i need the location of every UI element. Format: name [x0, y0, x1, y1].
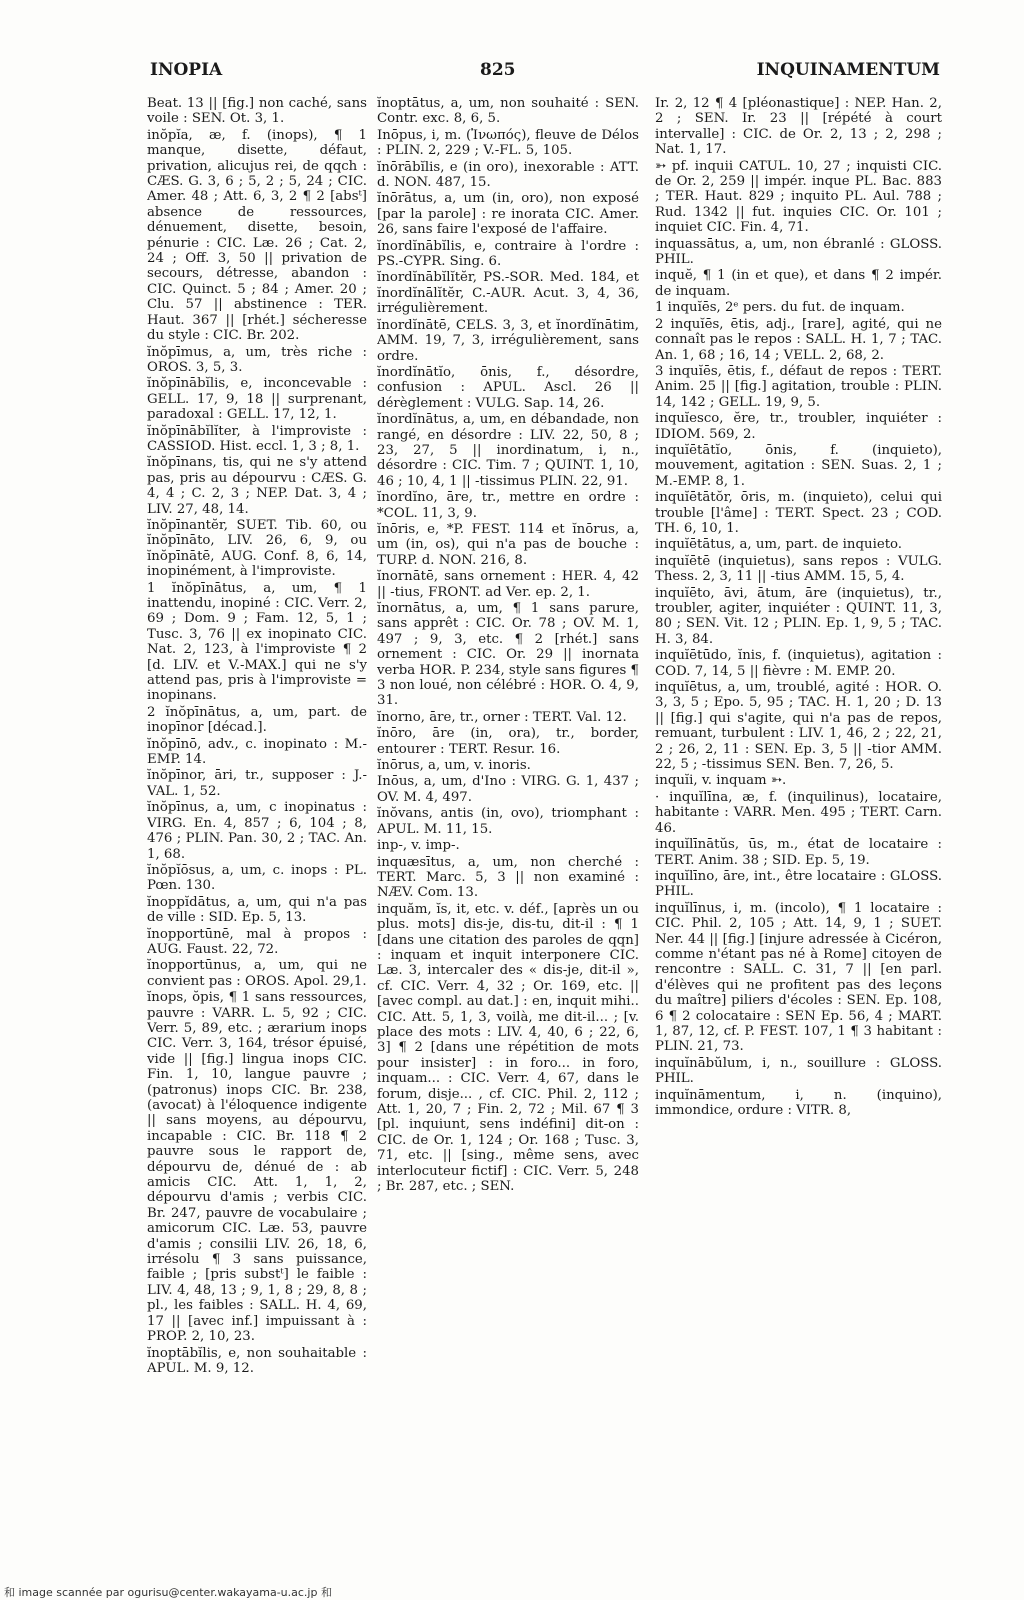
dictionary-entry: inquĭētūdo, ĭnis, f. (inquietus), agitation : COD. 7, 14, 5 || fièvre : M. EMP. 20.	[655, 648, 942, 679]
dictionary-entry: ĭnōrus, a, um, v. inoris.	[377, 758, 531, 774]
dictionary-entry: ĭnopportūnus, a, um, qui ne convient pas : OROS. Apol. 29,1.	[147, 958, 367, 989]
dictionary-entry: ĭnordĭnātĭo, ōnis, f., désordre, confusion : APUL. Ascl. 26 || dérèglement : VULG. Sap. 14, 26.	[377, 364, 639, 411]
dictionary-entry: inquăm, ĭs, it, etc. v. déf., [après un ou plus. mots] dis-je, dis-tu, dit-il : ¶ 1 [dans une citation des paroles de qqn] : inquam et inquit interponere CIC. Læ. 3, intercaler des « dis-je, dit-il », cf. CIC. Verr. 4, 32 ; Or. 169, etc. || [avec compl. au dat.] : en, inquit mihi.. CIC. Att. 5, 1, 3, voilà, me dit-il... ; [v. place des mots : LIV. 4, 40, 6 ; 22, 6, 3] ¶ 2 [dans une répétition de mots pour insister] : in foro... in foro, inquam... : CIC. Verr. 4, 67, dans le forum, disje... , cf. CIC. Phil. 2, 112 ; Att. 1, 20, 7 ; Fin. 2, 72 ; Mil. 67 ¶ 3 [pl. inquiunt, sens indéfini] dit-on : CIC. de Or. 1, 124 ; Or. 168 ; Tusc. 3, 71, etc. || [sing., même sens, avec interlocuteur fictif] : CIC. Verr. 5, 248 ; Br. 287, etc. ; SEN.	[377, 901, 639, 1195]
dictionary-entry: ĭnoptātus, a, um, non souhaité : SEN. Contr. exc. 8, 6, 5.	[377, 96, 639, 127]
dictionary-entry: ĭnŏpīnābĭlĭter, à l'improviste : CASSIOD. Hist. eccl. 1, 3 ; 8, 1.	[147, 423, 367, 454]
dictionary-entry: ĭnŏvans, antis (in, ovo), triomphant : APUL. M. 11, 15.	[377, 806, 639, 837]
page-header	[150, 56, 940, 86]
dictionary-entry: inquĭi, v. inquam ➳.	[655, 773, 787, 789]
dictionary-entry: · inquĭlīna, æ, f. (inquilinus), locataire, habitante : VARR. Men. 495 ; TERT. Carn. 46.	[655, 789, 942, 836]
dictionary-entry: ĭnordĭno, āre, tr., mettre en ordre : *COL. 11, 3, 9.	[377, 490, 639, 521]
dictionary-entry: ĭnŏpīnantĕr, SUET. Tib. 60, ou ĭnŏpīnāto, LIV. 26, 6, 9, ou ĭnŏpīnātē, AUG. Conf. 8, 6, 14, inopinément, à l'improviste.	[147, 517, 367, 580]
dictionary-entry: ĭnordĭnātē, CELS. 3, 3, et ĭnordĭnātim, AMM. 19, 7, 3, irrégulièrement, sans ordre.	[377, 317, 639, 364]
dictionary-entry: Ir. 2, 12 ¶ 4 [pléonastique] : NEP. Han. 2, 2 ; SEN. Ir. 23 || [répété à court intervalle] : CIC. de Or. 2, 13 ; 2, 298 ; Nat. 1, 17.	[655, 96, 942, 158]
dictionary-entry: ĭnopportūnē, mal à propos : AUG. Faust. 22, 72.	[147, 926, 367, 957]
dictionary-entry: Inōus, a, um, d'Ino : VIRG. G. 1, 437 ; OV. M. 4, 497.	[377, 774, 639, 805]
header-left-word: INOPIA	[150, 60, 223, 80]
column-right	[655, 96, 942, 1574]
dictionary-entry: ĭnōrātus, a, um (in, oro), non exposé [par la parole] : re inorata CIC. Amer. 26, sans faire l'exposé de l'affaire.	[377, 191, 639, 238]
dictionary-entry: inquĭlīnus, i, m. (incolo), ¶ 1 locataire : CIC. Phil. 2, 105 ; Att. 14, 9, 1 ; SUET. Ner. 44 || [fig.] [injure adressée à Cicéron, comme n'étant pas né à Rome] citoyen de rencontre : SALL. C. 31, 7 || [en parl. d'élèves qui ne profitent pas des leçons du maître] piliers d'écoles : SEN. Ep. 108, 6 ¶ 2 colocataire : SEN Ep. 56, 4 ; MART. 1, 87, 12, cf. P. FEST. 107, 1 ¶ 3 habitant : PLIN. 21, 73.	[655, 900, 942, 1055]
dictionary-entry: inquĭētus, a, um, troublé, agité : HOR. O. 3, 3, 5 ; Epo. 5, 95 ; TAC. H. 1, 20 ; D. 13 || [fig.] qui s'agite, qui n'a pas de repos, remuant, turbulent : LIV. 1, 46, 2 ; 22, 21, 2 ; 26, 2, 11 : SEN. Ep. 3, 5 || -tior AMM. 22, 5 ; -tissimus SEN. Ben. 7, 26, 5.	[655, 680, 942, 773]
dictionary-entry: ĭnŏpīnābĭlis, e, inconcevable : GELL. 17, 9, 18 || surprenant, paradoxal : GELL. 17, 12, 1.	[147, 376, 367, 423]
dictionary-entry: inquĭētē (inquietus), sans repos : VULG. Thess. 2, 3, 11 || -tius AMM. 15, 5, 4.	[655, 553, 942, 585]
dictionary-entry: inquassātus, a, um, non ébranlé : GLOSS. PHIL.	[655, 236, 942, 268]
dictionary-entry: 3 inquĭēs, ētis, f., défaut de repos : TERT. Anim. 25 || [fig.] agitation, trouble : PLIN. 14, 142 ; GELL. 19, 9, 5.	[655, 363, 942, 410]
dictionary-entry: inquĭlīno, āre, int., être locataire : GLOSS. PHIL.	[655, 868, 942, 900]
column-middle	[377, 96, 639, 1574]
dictionary-entry: ĭnordĭnātus, a, um, en débandade, non rangé, en désordre : LIV. 22, 50, 8 ; 23, 27, 5 || inordinatum, i, n., désordre : CIC. Tim. 7 ; QUINT. 1, 10, 46 ; 10, 4, 1 || -tissimus PLIN. 22, 91.	[377, 412, 639, 489]
dictionary-entry: Beat. 13 || [fig.] non caché, sans voile : SEN. Ot. 3, 1.	[147, 96, 367, 127]
dictionary-entry: ĭnōrābĭlis, e (in oro), inexorable : ATT. d. NON. 487, 15.	[377, 159, 639, 191]
dictionary-entry: ĭnŏpīmus, a, um, très riche : OROS. 3, 5, 3.	[147, 344, 367, 375]
dictionary-entry: 2 ĭnŏpīnātus, a, um, part. de inopīnor [décad.].	[147, 704, 367, 736]
scan-credit: 和 image scannée par ogurisu@center.wakayama-u.ac.jp 和	[4, 1586, 332, 1599]
dictionary-entry: ĭnŏpĭōsus, a, um, c. inops : PL. Pœn. 130.	[147, 862, 367, 894]
dictionary-entry: ĭnŏpīnō, adv., c. inopinato : M.-EMP. 14.	[147, 736, 367, 768]
dictionary-entry: inquĭētātŏr, ōris, m. (inquieto), celui qui trouble [l'âme] : TERT. Spect. 23 ; COD. TH. 6, 10, 1.	[655, 490, 942, 536]
dictionary-entry: ĭnordĭnābĭlis, e, contraire à l'ordre : PS.-CYPR. Sing. 6.	[377, 238, 639, 270]
dictionary-entry: ĭnorno, āre, tr., orner : TERT. Val. 12.	[377, 709, 627, 725]
dictionary-entry: inquĭnāmentum, i, n. (inquino), immondice, ordure : VITR. 8,	[655, 1087, 942, 1118]
dictionary-entry: ĭnordĭnābĭlĭtĕr, PS.-SOR. Med. 184, et ĭnordĭnālĭtĕr, C.-AUR. Acut. 3, 4, 36, irrégulièrement.	[377, 270, 639, 317]
dictionary-entry: ĭnops, ŏpis, ¶ 1 sans ressources, pauvre : VARR. L. 5, 92 ; CIC. Verr. 5, 89, etc. ; ærarium inops CIC. Verr. 3, 164, trésor épuisé, vide || [fig.] lingua inops CIC. Fin. 1, 10, langue pauvre ; (patronus) inops CIC. Br. 238, (avocat) à l'éloquence indigente || sans moyens, au dépourvu, incapable : CIC. Br. 118 ¶ 2 pauvre sous le rapport de, dépourvu de, dénué de : ab amicis CIC. Att. 1, 1, 2, dépourvu d'amis ; verbis CIC. Br. 247, pauvre de vocabulaire ; amicorum CIC. Læ. 53, pauvre d'amis ; consilii LIV. 26, 18, 6, irrésolu ¶ 3 sans puissance, faible ; [pris substᵗ] le faible : LIV. 4, 48, 13 ; 9, 1, 8 ; 29, 8, 8 ; pl., les faibles : SALL. H. 4, 69, 17 || [avec inf.] impuissant à : PROP. 2, 10, 23.	[147, 990, 367, 1345]
dictionary-entry: 2 inquĭēs, ētis, adj., [rare], agité, qui ne connaît pas le repos : SALL. H. 1, 7 ; TAC. An. 1, 68 ; 16, 14 ; VELL. 2, 68, 2.	[655, 316, 942, 363]
dictionary-entry: inquĭnābŭlum, i, n., souillure : GLOSS. PHIL.	[655, 1055, 942, 1087]
dictionary-entry: inquĭlīnātŭs, ūs, m., état de locataire : TERT. Anim. 38 ; SID. Ep. 5, 19.	[655, 837, 942, 868]
header-right-word: INQUINAMENTUM	[756, 60, 940, 80]
column-left	[147, 96, 367, 1574]
dictionary-entry: 1 ĭnŏpīnātus, a, um, ¶ 1 inattendu, inopiné : CIC. Verr. 2, 69 ; Dom. 9 ; Fam. 12, 5, 1 ; Tusc. 3, 76 || ex inopinato CIC. Nat. 2, 123, à l'improviste ¶ 2 [d. LIV. et V.-MAX.] qui ne s'y attend pas, pris à l'improviste = inopinans.	[147, 580, 367, 704]
dictionary-entry: inp-, v. imp-.	[377, 838, 460, 854]
dictionary-entry: inquĭētātus, a, um, part. de inquieto.	[655, 537, 903, 553]
dictionary-entry: inquĭētātĭo, ōnis, f. (inquieto), mouvement, agitation : SEN. Suas. 2, 1 ; M.-EMP. 8, 1.	[655, 442, 942, 489]
dictionary-entry: inŏpĭa, æ, f. (inops), ¶ 1 manque, disette, défaut, privation, alicujus rei, de qqch : CÆS. G. 3, 6 ; 5, 2 ; 5, 24 ; CIC. Amer. 48 ; Att. 6, 3, 2 ¶ 2 [absᵗ] absence de ressources, dénuement, disette, besoin, pénurie : CIC. Læ. 26 ; Cat. 2, 24 ; Off. 3, 50 || privation de secours, détresse, abandon : CIC. Quinct. 5 ; 84 ; Amer. 20 ; Clu. 57 || abstinence : TER. Haut. 367 || [rhét.] sécheresse du style : CIC. Br. 202.	[147, 127, 367, 344]
dictionary-entry: ➳ pf. inquii CATUL. 10, 27 ; inquisti CIC. de Or. 2, 259 || impér. inque PL. Bac. 883 ; TER. Haut. 829 ; inquito PL. Aul. 788 ; Rud. 1342 || fut. inquies CIC. Or. 101 ; inquiet CIC. Fin. 4, 71.	[655, 158, 942, 236]
dictionary-entry: ĭnŏpīnans, tis, qui ne s'y attend pas, pris au dépourvu : CÆS. G. 4, 4 ; C. 2, 3 ; NEP. Dat. 3, 4 ; LIV. 27, 48, 14.	[147, 455, 367, 517]
dictionary-entry: ĭnoptābĭlis, e, non souhaitable : APUL. M. 9, 12.	[147, 1345, 367, 1376]
dictionary-entry: ĭnŏpīnus, a, um, c inopinatus : VIRG. En. 4, 857 ; 6, 104 ; 8, 476 ; PLIN. Pan. 30, 2 ; TAC. An. 1, 68.	[147, 800, 367, 862]
dictionary-entry: ĭnornātē, sans ornement : HER. 4, 42 || -tius, FRONT. ad Ver. ep. 2, 1.	[377, 569, 639, 600]
dictionary-entry: Inōpus, i, m. (Ἰνωπός), fleuve de Délos : PLIN. 2, 229 ; V.-FL. 5, 105.	[377, 127, 639, 159]
dictionary-entry: ĭnoppĭdātus, a, um, qui n'a pas de ville : SID. Ep. 5, 13.	[147, 894, 367, 926]
dictionary-entry: ĭnŏpīnor, āri, tr., supposer : J.-VAL. 1, 52.	[147, 768, 367, 799]
dictionary-entry: inquĭēto, āvi, ātum, āre (inquietus), tr., troubler, agiter, inquiéter : QUINT. 11, 3, 80 ; SEN. Vit. 12 ; PLIN. Ep. 1, 9, 5 ; TAC. H. 3, 84.	[655, 585, 942, 647]
dictionary-entry: ĭnōris, e, *P. FEST. 114 et ĭnōrus, a, um (in, os), qui n'a pas de bouche : TURP. d. NON. 216, 8.	[377, 521, 639, 568]
dictionary-entry: 1 inquĭēs, 2ᵉ pers. du fut. de inquam.	[655, 300, 905, 316]
dictionary-entry: ĭnōro, āre (in, ora), tr., border, entourer : TERT. Resur. 16.	[377, 726, 639, 757]
page-number: 825	[480, 60, 516, 80]
dictionary-entry: inquæsītus, a, um, non cherché : TERT. Marc. 5, 3 || non examiné : NÆV. Com. 13.	[377, 854, 639, 901]
dictionary-entry: ĭnornātus, a, um, ¶ 1 sans parure, sans apprêt : CIC. Or. 78 ; OV. M. 1, 497 ; 9, 3, etc. ¶ 2 [rhét.] sans ornement : CIC. Or. 29 || inornata verba HOR. P. 234, style sans figures ¶ 3 non loué, non célébré : HOR. O. 4, 9, 31.	[377, 601, 639, 709]
dictionary-entry: inquĭesco, ĕre, tr., troubler, inquiéter : IDIOM. 569, 2.	[655, 411, 942, 442]
dictionary-entry: inquĕ, ¶ 1 (in et que), et dans ¶ 2 impér. de inquam.	[655, 268, 942, 299]
